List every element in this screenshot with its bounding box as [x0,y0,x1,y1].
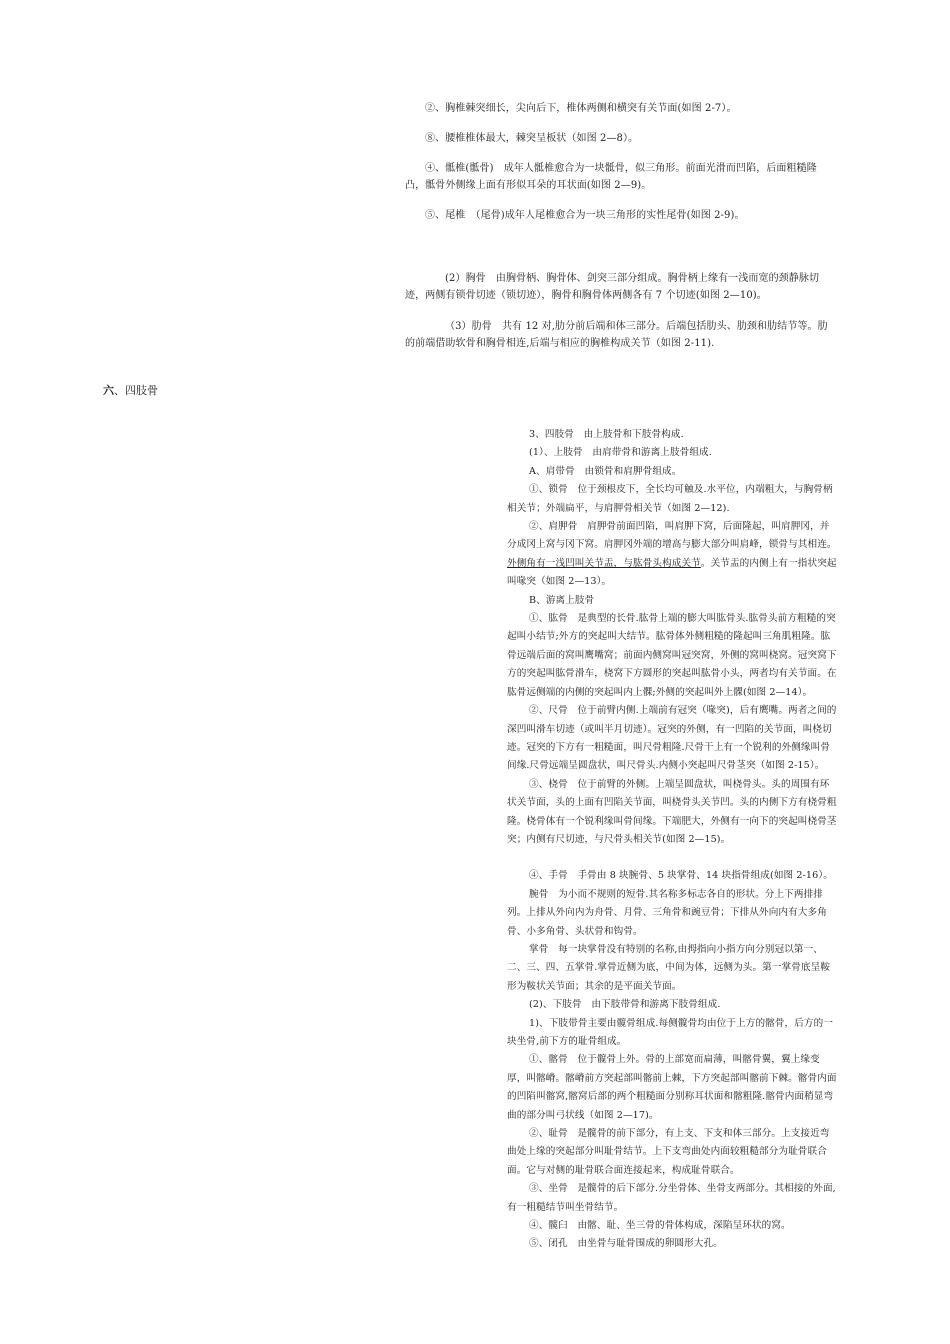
paragraph-humerus: ①、肱骨 是典型的长骨.肱骨上端的膨大叫肱骨头.肱骨头前方粗糙的突起叫小结节;外方的突起叫大结节。肱骨体外侧粗糙的隆起叫三角肌粗隆。肱骨远端后面的窝叫鹰嘴窝；前面内侧窝叫冠突窝，外侧的窝叫桡窝。冠突窝下方的突起叫肱骨滑车，桡窝下方圆形的突起叫肱骨小头，两者均有关节面。在肱骨远侧端的内侧的突起叫内上髁;外侧的突起叫外上髁(如图 2—14）。 [507,613,837,698]
section-heading [103,383,158,399]
paragraph-limb-bones: 3、四肢骨 由上肢骨和下肢骨构成. [529,429,684,440]
paragraph-obturator-foramen: ⑤、闭孔 由坐骨与耻骨围成的卵圆形大孔。 [529,1238,723,1250]
paragraph-ulna: ②、尺骨 位于前臂内侧.上端前有冠突（喙突)，后有鹰嘴。两者之间的深凹叫滑车切迹（或叫半月切迹）。冠突的外侧，有一凹陷的关节面，叫桡切迹。冠突的下方有一粗糙面，叫尺骨粗隆.尺骨干上有一个锐利的外侧缘叫骨间缘.尺骨远端呈圆盘状，叫尺骨头.内侧小突起叫尺骨茎突（如图 2-15）。 [507,705,837,772]
paragraph-hand-bones: ④、手骨 手骨由 8 块腕骨、5 块掌骨、14 块指骨组成(如图 2-16）。 [529,870,833,882]
paragraph-lumbar-vertebra: ⑧、腰椎椎体最大，棘突呈板状（如图 2—8）。 [425,133,639,144]
paragraph-ischium: ③、坐骨 是髋骨的后下部分.分坐骨体、坐骨支两部分。其相接的外面,有一粗糙结节叫坐骨结节。 [507,1183,836,1213]
vertebra-text-block [405,100,835,224]
paragraph-sacrum: ④、骶椎(骶骨) 成年人骶椎愈合为一块骶骨，似三角形。前面光滑而凹陷，后面粗糙隆凸，骶骨外侧缘上面有形似耳朵的耳状面(如图 2—9)。 [405,163,817,191]
paragraph-carpal-bones: 腕骨 为小而不规则的短骨.其名称多标志各自的形状。分上下两排排列。上排从外向内为舟骨、月骨、三角骨和豌豆骨；下排从外向内有大多角骨、小多角骨、头状骨和钩骨。 [507,888,827,937]
limb-bones-text-block [507,426,837,1254]
section-heading-number: 六 [103,384,114,397]
section-heading-title: 、四肢骨 [114,384,158,397]
paragraph-shoulder-girdle: A、肩带骨 由锁骨和肩胛骨组成。 [529,465,682,477]
paragraph-free-upper-limb: B、游离上肢骨 [529,594,595,606]
scapula-underlined-text: 外侧角有一浅凹叫关节盂，与肱骨头构成关节 [507,557,701,569]
paragraph-clavicle: ①、锁骨 位于颈根皮下，全长均可触及.水平位，内端粗大，与胸骨柄相关节；外端扁平，与肩胛骨相关节（如图 2—12). [507,484,833,514]
paragraph-scapula [507,518,837,592]
paragraph-ilium: ①、髂骨 位于髋骨上外。骨的上部宽而扁薄，叫髂骨翼，翼上缘变厚，叫髂嵴。髂嵴前方突起部叫髂前上棘，下方突起部叫髂前下棘。髂骨内面的凹陷叫髂窝,髂窝后部的两个粗糙面分别称耳状面和髂粗隆.髂骨内面稍显弯曲的部分叫弓状线（如图 2—17)。 [507,1054,837,1121]
paragraph-acetabulum: ④、髋臼 由髂、耻、坐三骨的骨体构成，深陷呈环状的窝。 [529,1220,791,1232]
paragraph-upper-limb: (1）、上肢骨 由肩带骨和游离上肢骨组成. [529,447,712,459]
paragraph-sternum: (2）胸骨 由胸骨柄、胸骨体、剑突三部分组成。胸骨柄上缘有一浅而宽的颈静脉切迹，两侧有锁骨切迹（锁切迹），胸骨和胸骨体两侧各有 7 个切迹(如图 2—10)。 [405,273,820,301]
scapula-text-a: ②、肩胛骨 肩胛骨前面凹陷，叫肩胛下窝，后面隆起，叫肩胛冈，并分成冈上窝与冈下窝。肩胛冈外端的增高与膨大部分叫肩峰，锁骨与其相连。 [507,521,837,551]
thorax-text-block [405,270,835,352]
paragraph-lower-limb-girdle: 1)、下肢带骨主要由髋骨组成.每侧髋骨均由位于上方的髂骨，后方的一块坐骨,前下方的耻骨组成。 [507,1017,834,1047]
paragraph-coccyx: ⑤、尾椎 （尾骨)成年人尾椎愈合为一块三角形的实性尾骨(如图 2-9)。 [425,210,745,221]
paragraph-radius: ③、桡骨 位于前臂的外侧。上端呈圆盘状，叫桡骨头。头的周围有环状关节面，头的上面有凹陷关节面，叫桡骨头关节凹。头的内侧下方有桡骨粗隆。桡骨体有一个锐利缘叫骨间缘。下端肥大，外侧有一向下的突起叫桡骨茎突；内侧有尺切迹，与尺骨头相关节(如图 2—15)。 [507,778,837,845]
scapula-text-b: 。关节盂的内侧上有一指状突起叫喙突（如图 2—13）。 [507,557,837,588]
paragraph-thoracic-vertebra: ②、胸椎棘突细长，尖向后下，椎体两侧和横突有关节面(如图 2-7）。 [425,103,737,114]
paragraph-metacarpal-bones: 掌骨 每一块掌骨没有特别的名称,由拇指向小指方向分别冠以第一、二、三、四、五掌骨.掌骨近侧为底，中间为体，远侧为头。第一掌骨底呈鞍形为鞍状关节面；其余的是平面关节面。 [507,943,831,992]
paragraph-ribs: （3）肋骨 共有 12 对,肋分前后端和体三部分。后端包括肋头、肋颈和肋结节等。肋的前端借助软骨和胸骨相连,后端与相应的胸椎构成关节（如图 2-11). [405,321,828,349]
paragraph-pubis: ②、耻骨 是髋骨的前下部分，有上支、下支和体三部分。上支接近弯曲处上缘的突起部分叫耻骨结节。上下支弯曲处内面较粗糙部分为耻骨联合面。它与对侧的耻骨联合面连接起来，构成耻骨联合。 [507,1128,830,1176]
paragraph-lower-limb: (2)、下肢骨 由下肢带骨和游离下肢骨组成. [529,999,721,1011]
